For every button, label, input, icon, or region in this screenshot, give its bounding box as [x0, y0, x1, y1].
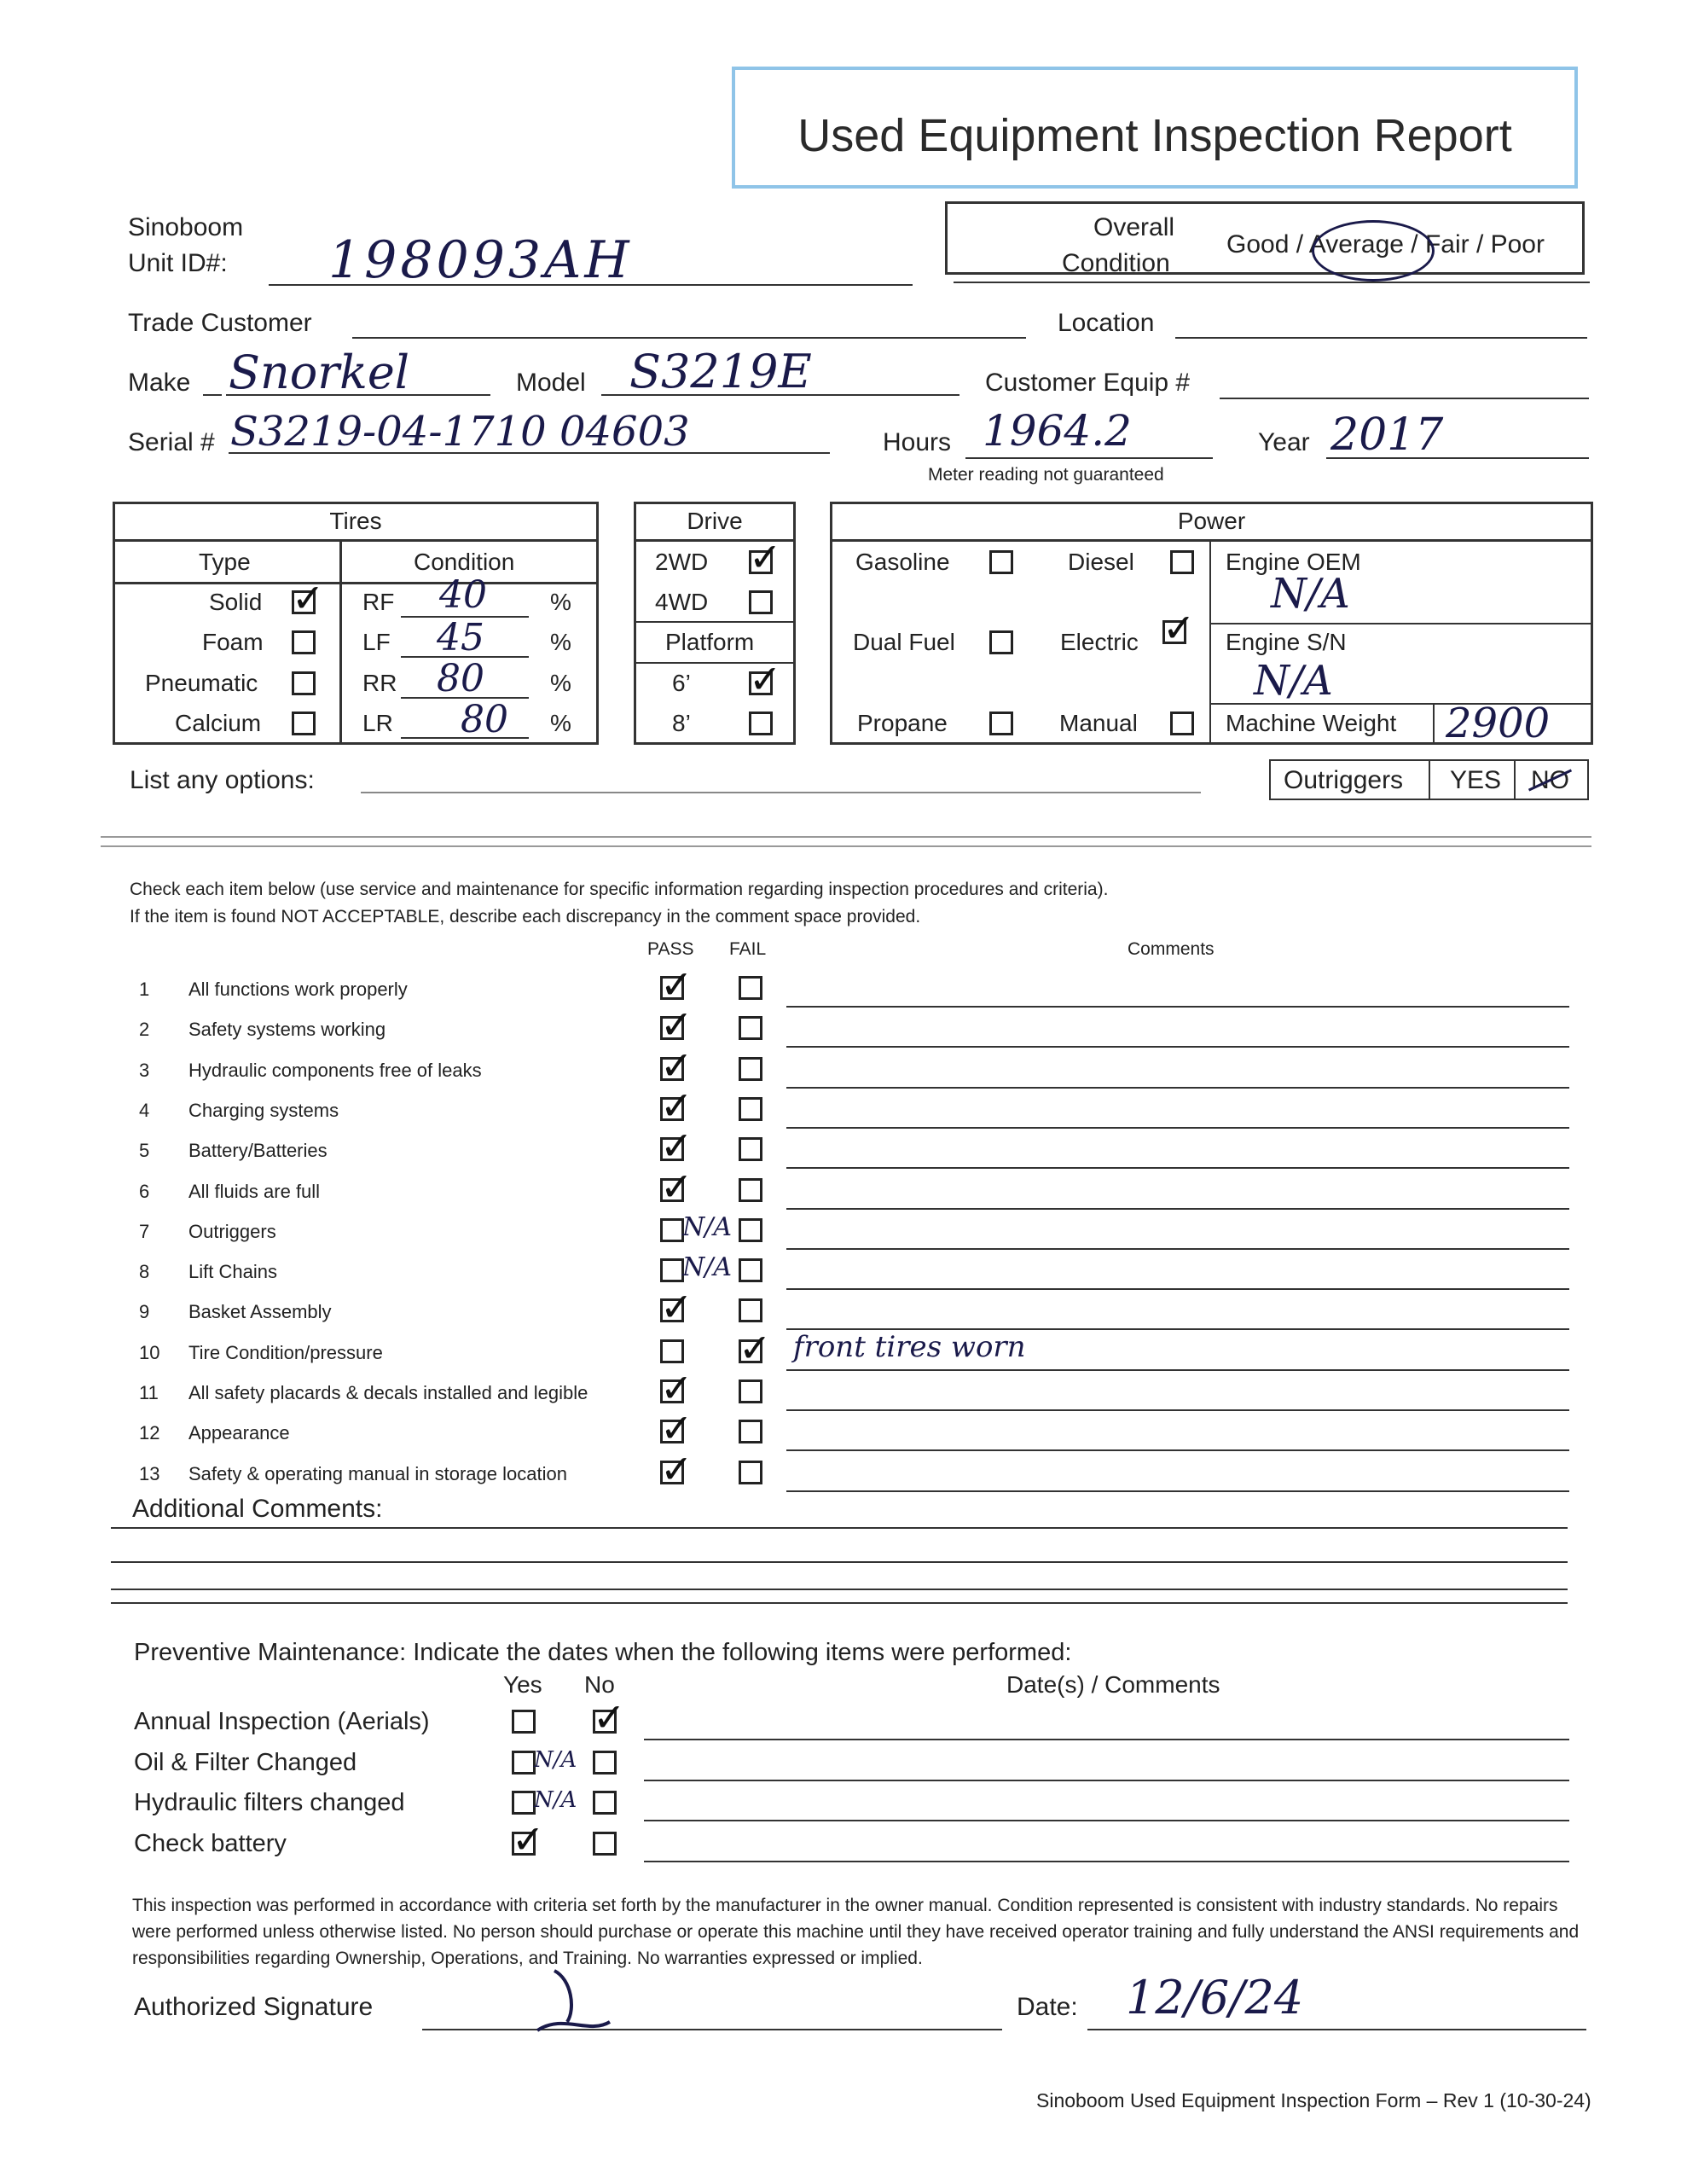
- fail-checkbox[interactable]: [739, 1218, 762, 1242]
- pass-header: PASS: [647, 939, 694, 959]
- drive-2wd-label: 2WD: [655, 549, 709, 575]
- pass-check-mark: ✓: [660, 1365, 693, 1411]
- fail-checkbox[interactable]: [739, 1178, 762, 1202]
- pm-yes-checkbox[interactable]: [512, 1791, 536, 1815]
- power-diesel-label: Diesel: [1068, 549, 1134, 575]
- power-gasoline-label: Gasoline: [855, 549, 950, 575]
- hours-value[interactable]: 1964.2: [983, 406, 1132, 456]
- pm-dates-header: Date(s) / Comments: [1006, 1671, 1220, 1698]
- checklist-row: [0, 1163, 1687, 1215]
- weight-divider: [1433, 703, 1435, 744]
- unit-id-label-2: Unit ID#:: [128, 249, 228, 277]
- unit-id-label-1: Sinoboom: [128, 213, 244, 241]
- options-label: List any options:: [130, 766, 315, 794]
- checklist-item-number: 11: [139, 1382, 159, 1403]
- unit-id-line: [269, 284, 913, 286]
- checklist-item-label: Tire Condition/pressure: [188, 1341, 383, 1363]
- condition-options: Good / Average / Fair / Poor: [1226, 230, 1545, 258]
- tires-table: [113, 502, 599, 745]
- pm-row: [0, 1815, 1687, 1864]
- fail-checkbox[interactable]: [739, 1258, 762, 1282]
- fail-checkbox[interactable]: [739, 1461, 762, 1484]
- pass-check-mark: ✓: [660, 1082, 693, 1129]
- pass-check-mark: ✓: [660, 1123, 693, 1170]
- fail-checkbox[interactable]: [739, 1057, 762, 1081]
- tire-lf-value[interactable]: 45: [437, 616, 484, 659]
- hours-line: [965, 457, 1213, 459]
- comment-line: [786, 1127, 1569, 1129]
- make-line: [226, 394, 490, 396]
- power-electric-check: ✓: [1162, 605, 1196, 651]
- drive-4wd-checkbox[interactable]: [749, 590, 773, 614]
- checklist-item-number: 7: [139, 1220, 150, 1242]
- na-mark: N/A: [682, 1252, 733, 1283]
- checklist-item-number: 9: [139, 1301, 150, 1323]
- machine-weight-label: Machine Weight: [1226, 710, 1397, 736]
- section-rule-1: [101, 836, 1591, 838]
- checklist-row: [0, 1405, 1687, 1456]
- pm-yes-checkbox[interactable]: [512, 1751, 536, 1774]
- comment-line: [786, 1208, 1569, 1210]
- machine-weight-value[interactable]: 2900: [1446, 700, 1551, 747]
- checklist-row: [0, 1252, 1687, 1295]
- power-rule-1: [832, 539, 1591, 542]
- disclaimer: This inspection was performed in accordance with criteria set forth by the manufacturer in the owner manual. Condition represented is consistent with industry standards. No repairs were performed unless otherwise listed. No person should purchase or operate this machine until they have received operator training and fully understand the ANSI requirements and responsibilities regarding Ownership, Operations, and Training. No warranties expressed or implied.: [132, 1896, 1580, 1968]
- pass-checkbox[interactable]: [660, 1258, 684, 1282]
- comment-line: [786, 1087, 1569, 1089]
- page-title: Used Equipment Inspection Report: [797, 110, 1512, 161]
- power-diesel-checkbox[interactable]: [1170, 550, 1194, 574]
- tire-type-solid: Solid: [209, 589, 263, 615]
- options-line: [361, 792, 1201, 793]
- footer: Sinoboom Used Equipment Inspection Form – Rev 1 (10-30-24): [1036, 2089, 1591, 2111]
- drive-title: Drive: [687, 508, 743, 534]
- platform-6-check: ✓: [749, 656, 782, 702]
- comment-line: [786, 1449, 1569, 1451]
- make-line-left: [203, 394, 222, 396]
- tires-rule-1: [115, 539, 597, 542]
- checklist-item-label: Lift Chains: [188, 1261, 277, 1283]
- comment-line: [786, 1369, 1569, 1371]
- pass-check-mark: ✓: [660, 1284, 693, 1331]
- checklist-item-number: 12: [139, 1422, 160, 1444]
- drive-4wd-label: 4WD: [655, 589, 709, 615]
- customer-equip-label: Customer Equip #: [985, 369, 1191, 397]
- pm-heading: Preventive Maintenance: Indicate the dates when the following items were performed:: [134, 1639, 1072, 1666]
- tire-pneumatic-checkbox[interactable]: [292, 671, 316, 695]
- tires-title: Tires: [329, 508, 382, 534]
- checklist-row: [0, 1365, 1687, 1416]
- pm-item-label: Annual Inspection (Aerials): [134, 1708, 430, 1735]
- checklist-row: [0, 1211, 1687, 1255]
- engine-sn-value[interactable]: N/A: [1254, 657, 1333, 705]
- comment-line: [786, 1288, 1569, 1290]
- outriggers-div-2: [1514, 759, 1516, 800]
- model-label: Model: [516, 369, 586, 397]
- checklist-item-number: 3: [139, 1059, 150, 1081]
- serial-line: [229, 452, 830, 454]
- pass-check-mark: ✓: [660, 961, 693, 1008]
- power-manual-label: Manual: [1059, 710, 1138, 736]
- overall-label-1: Overall: [1093, 213, 1175, 241]
- fail-checkbox[interactable]: [739, 1016, 762, 1040]
- pm-no-checkbox[interactable]: [593, 1791, 617, 1815]
- checklist-row: [0, 1042, 1687, 1094]
- fail-checkbox[interactable]: [739, 1420, 762, 1443]
- tire-rf-value[interactable]: 40: [439, 573, 487, 617]
- pm-item-label: Check battery: [134, 1829, 287, 1857]
- checklist-item-label: Hydraulic components free of leaks: [188, 1059, 482, 1081]
- pm-no-check-mark: ✓: [593, 1694, 626, 1740]
- pass-checkbox[interactable]: [660, 1218, 684, 1242]
- customer-equip-line: [1220, 398, 1589, 399]
- engine-oem-label: Engine OEM: [1226, 549, 1361, 575]
- checklist-item-label: Safety & operating manual in storage location: [188, 1462, 567, 1484]
- tire-type-calcium: Calcium: [175, 710, 262, 736]
- date-line: [1087, 2029, 1586, 2030]
- tire-type-foam: Foam: [202, 629, 264, 655]
- checklist-item-label: Safety systems working: [188, 1019, 386, 1041]
- checklist-item-number: 2: [139, 1019, 150, 1041]
- comment-line: [786, 1046, 1569, 1048]
- tire-rr-unit: %: [550, 670, 571, 696]
- condition-circle: [1312, 220, 1435, 282]
- pm-na-mark: N/A: [534, 1746, 577, 1773]
- power-propane-checkbox[interactable]: [989, 712, 1013, 735]
- pm-row: [0, 1789, 1687, 1823]
- pass-check-mark: ✓: [660, 1405, 693, 1452]
- power-dual-fuel-label: Dual Fuel: [853, 629, 955, 655]
- tire-type-pneumatic: Pneumatic: [145, 670, 258, 696]
- tires-rule-2: [115, 582, 597, 584]
- pm-comment-line: [644, 1739, 1569, 1740]
- tire-pos-lf: LF: [362, 629, 391, 655]
- power-electric-label: Electric: [1060, 629, 1139, 655]
- checklist-row: [0, 1445, 1687, 1497]
- checklist-item-number: 10: [139, 1341, 160, 1363]
- fail-checkbox[interactable]: [739, 1298, 762, 1322]
- checklist-comment[interactable]: front tires worn: [793, 1329, 1026, 1364]
- serial-label: Serial #: [128, 428, 215, 456]
- additional-line-3: [111, 1589, 1568, 1590]
- checklist-item-number: 13: [139, 1462, 160, 1484]
- additional-line-4: [111, 1602, 1568, 1604]
- fail-checkbox[interactable]: [739, 1137, 762, 1161]
- pm-yes-check-mark: ✓: [512, 1815, 545, 1862]
- pm-row: [0, 1694, 1687, 1742]
- hours-label: Hours: [883, 428, 952, 456]
- checklist-row: [0, 1324, 1687, 1376]
- comment-line: [786, 1248, 1569, 1250]
- tire-pos-lr: LR: [362, 710, 393, 736]
- platform-8-checkbox[interactable]: [749, 712, 773, 735]
- pm-item-label: Hydraulic filters changed: [134, 1789, 405, 1816]
- platform-8-label: 8’: [672, 710, 691, 736]
- checklist-item-number: 5: [139, 1140, 150, 1162]
- outriggers-label: Outriggers: [1284, 766, 1404, 794]
- tire-lf-unit: %: [550, 629, 571, 655]
- date-label: Date:: [1017, 1993, 1078, 2021]
- outriggers-div-1: [1429, 759, 1430, 800]
- checklist-item-number: 6: [139, 1180, 150, 1202]
- checklist-item-label: Basket Assembly: [188, 1301, 332, 1323]
- comments-header: Comments: [1128, 939, 1215, 959]
- meter-note: Meter reading not guaranteed: [928, 465, 1164, 485]
- checklist-item-label: All safety placards & decals installed and legible: [188, 1382, 588, 1403]
- checklist-item-number: 4: [139, 1099, 150, 1121]
- engine-sn-label: Engine S/N: [1226, 629, 1347, 655]
- signature-line: [422, 2029, 1002, 2030]
- checklist-intro-2: If the item is found NOT ACCEPTABLE, describe each discrepancy in the comment space provided.: [130, 907, 921, 926]
- pm-no-checkbox[interactable]: [593, 1751, 617, 1774]
- tire-foam-checkbox[interactable]: [292, 630, 316, 654]
- power-rule-2: [1209, 623, 1591, 624]
- comment-line: [786, 1490, 1569, 1492]
- checklist-item-label: All fluids are full: [188, 1180, 321, 1202]
- location-label: Location: [1058, 309, 1155, 337]
- signature-scribble: [529, 1962, 631, 2039]
- year-value[interactable]: 2017: [1330, 410, 1444, 461]
- tire-rf-unit: %: [550, 589, 571, 615]
- fail-checkbox[interactable]: [739, 1097, 762, 1121]
- checklist-row: [0, 1082, 1687, 1134]
- pm-comment-line: [644, 1861, 1569, 1862]
- power-divider: [1209, 539, 1211, 744]
- checklist-intro-1: Check each item below (use service and maintenance for specific information regarding inspection procedures and criteria).: [130, 880, 1109, 899]
- checklist-row: [0, 1002, 1687, 1053]
- power-dual-fuel-checkbox[interactable]: [989, 630, 1013, 654]
- year-label: Year: [1258, 428, 1310, 456]
- checklist-item-label: All functions work properly: [188, 979, 408, 1000]
- fail-check-mark: ✓: [739, 1324, 772, 1371]
- comment-line: [786, 1409, 1569, 1411]
- comment-line: [786, 1167, 1569, 1169]
- tire-pos-rf: RF: [362, 589, 395, 615]
- make-value[interactable]: Snorkel: [229, 346, 410, 399]
- location-line: [1175, 337, 1587, 339]
- checklist-item-number: 8: [139, 1261, 150, 1283]
- tire-pos-rr: RR: [362, 670, 397, 696]
- overall-line: [954, 282, 1590, 283]
- date-value[interactable]: 12/6/24: [1126, 1971, 1304, 2024]
- additional-line-1: [111, 1527, 1568, 1529]
- model-line: [601, 394, 959, 396]
- tire-type-header: Type: [199, 549, 251, 575]
- tire-solid-check: ✓: [292, 575, 325, 621]
- drive-rule-2: [635, 621, 794, 623]
- fail-checkbox[interactable]: [739, 976, 762, 1000]
- pm-na-mark: N/A: [534, 1787, 577, 1813]
- na-mark: N/A: [682, 1211, 733, 1242]
- pass-check-mark: ✓: [660, 1163, 693, 1210]
- checklist-item-label: Charging systems: [188, 1099, 339, 1121]
- outriggers-yes[interactable]: YES: [1450, 766, 1502, 794]
- additional-comments-label: Additional Comments:: [132, 1495, 383, 1523]
- tire-lr-unit: %: [550, 710, 571, 736]
- power-propane-label: Propane: [857, 710, 948, 736]
- serial-value[interactable]: S3219-04-1710 04603: [230, 408, 690, 456]
- platform-label: Platform: [665, 629, 755, 655]
- pm-comment-line: [644, 1820, 1569, 1821]
- pass-check-mark: ✓: [660, 1042, 693, 1089]
- engine-oem-value[interactable]: N/A: [1271, 570, 1350, 618]
- pm-item-label: Oil & Filter Changed: [134, 1748, 357, 1776]
- model-value[interactable]: S3219E: [629, 345, 812, 398]
- pass-check-mark: ✓: [660, 1445, 693, 1492]
- tire-lr-line: [401, 737, 529, 739]
- tire-calcium-checkbox[interactable]: [292, 712, 316, 735]
- power-gasoline-checkbox[interactable]: [989, 550, 1013, 574]
- pass-check-mark: ✓: [660, 1002, 693, 1048]
- pm-yes-header: Yes: [503, 1671, 542, 1698]
- make-label: Make: [128, 369, 191, 397]
- tire-condition-header: Condition: [414, 549, 515, 575]
- tire-rr-value[interactable]: 80: [437, 657, 484, 700]
- checklist-row: [0, 961, 1687, 1013]
- signature-label: Authorized Signature: [134, 1993, 374, 2021]
- additional-line-2: [111, 1561, 1568, 1563]
- pm-comment-line: [644, 1780, 1569, 1781]
- pass-checkbox[interactable]: [660, 1339, 684, 1363]
- year-line: [1326, 457, 1589, 459]
- outriggers-no[interactable]: NO: [1531, 766, 1569, 794]
- drive-2wd-check: ✓: [749, 534, 782, 580]
- pm-yes-checkbox[interactable]: [512, 1710, 536, 1734]
- trade-customer-label: Trade Customer: [128, 309, 312, 337]
- pm-no-header: No: [584, 1671, 615, 1698]
- checklist-item-label: Appearance: [188, 1422, 290, 1444]
- fail-checkbox[interactable]: [739, 1380, 762, 1403]
- overall-label-2: Condition: [1062, 249, 1170, 277]
- tires-divider: [339, 539, 342, 744]
- pm-no-checkbox[interactable]: [593, 1832, 617, 1856]
- comment-line: [786, 1006, 1569, 1008]
- fail-header: FAIL: [729, 939, 767, 959]
- trade-customer-line: [352, 337, 1026, 339]
- checklist-item-label: Battery/Batteries: [188, 1140, 328, 1162]
- tire-lr-value[interactable]: 80: [461, 698, 508, 741]
- power-manual-checkbox[interactable]: [1170, 712, 1194, 735]
- platform-6-label: 6’: [672, 670, 691, 696]
- checklist-item-number: 1: [139, 979, 150, 1000]
- pm-row: [0, 1746, 1687, 1783]
- checklist-row: [0, 1123, 1687, 1174]
- power-title: Power: [1177, 508, 1246, 534]
- checklist-item-label: Outriggers: [188, 1220, 276, 1242]
- section-rule-2: [101, 845, 1591, 847]
- unit-id-value[interactable]: 198093AH: [328, 230, 633, 290]
